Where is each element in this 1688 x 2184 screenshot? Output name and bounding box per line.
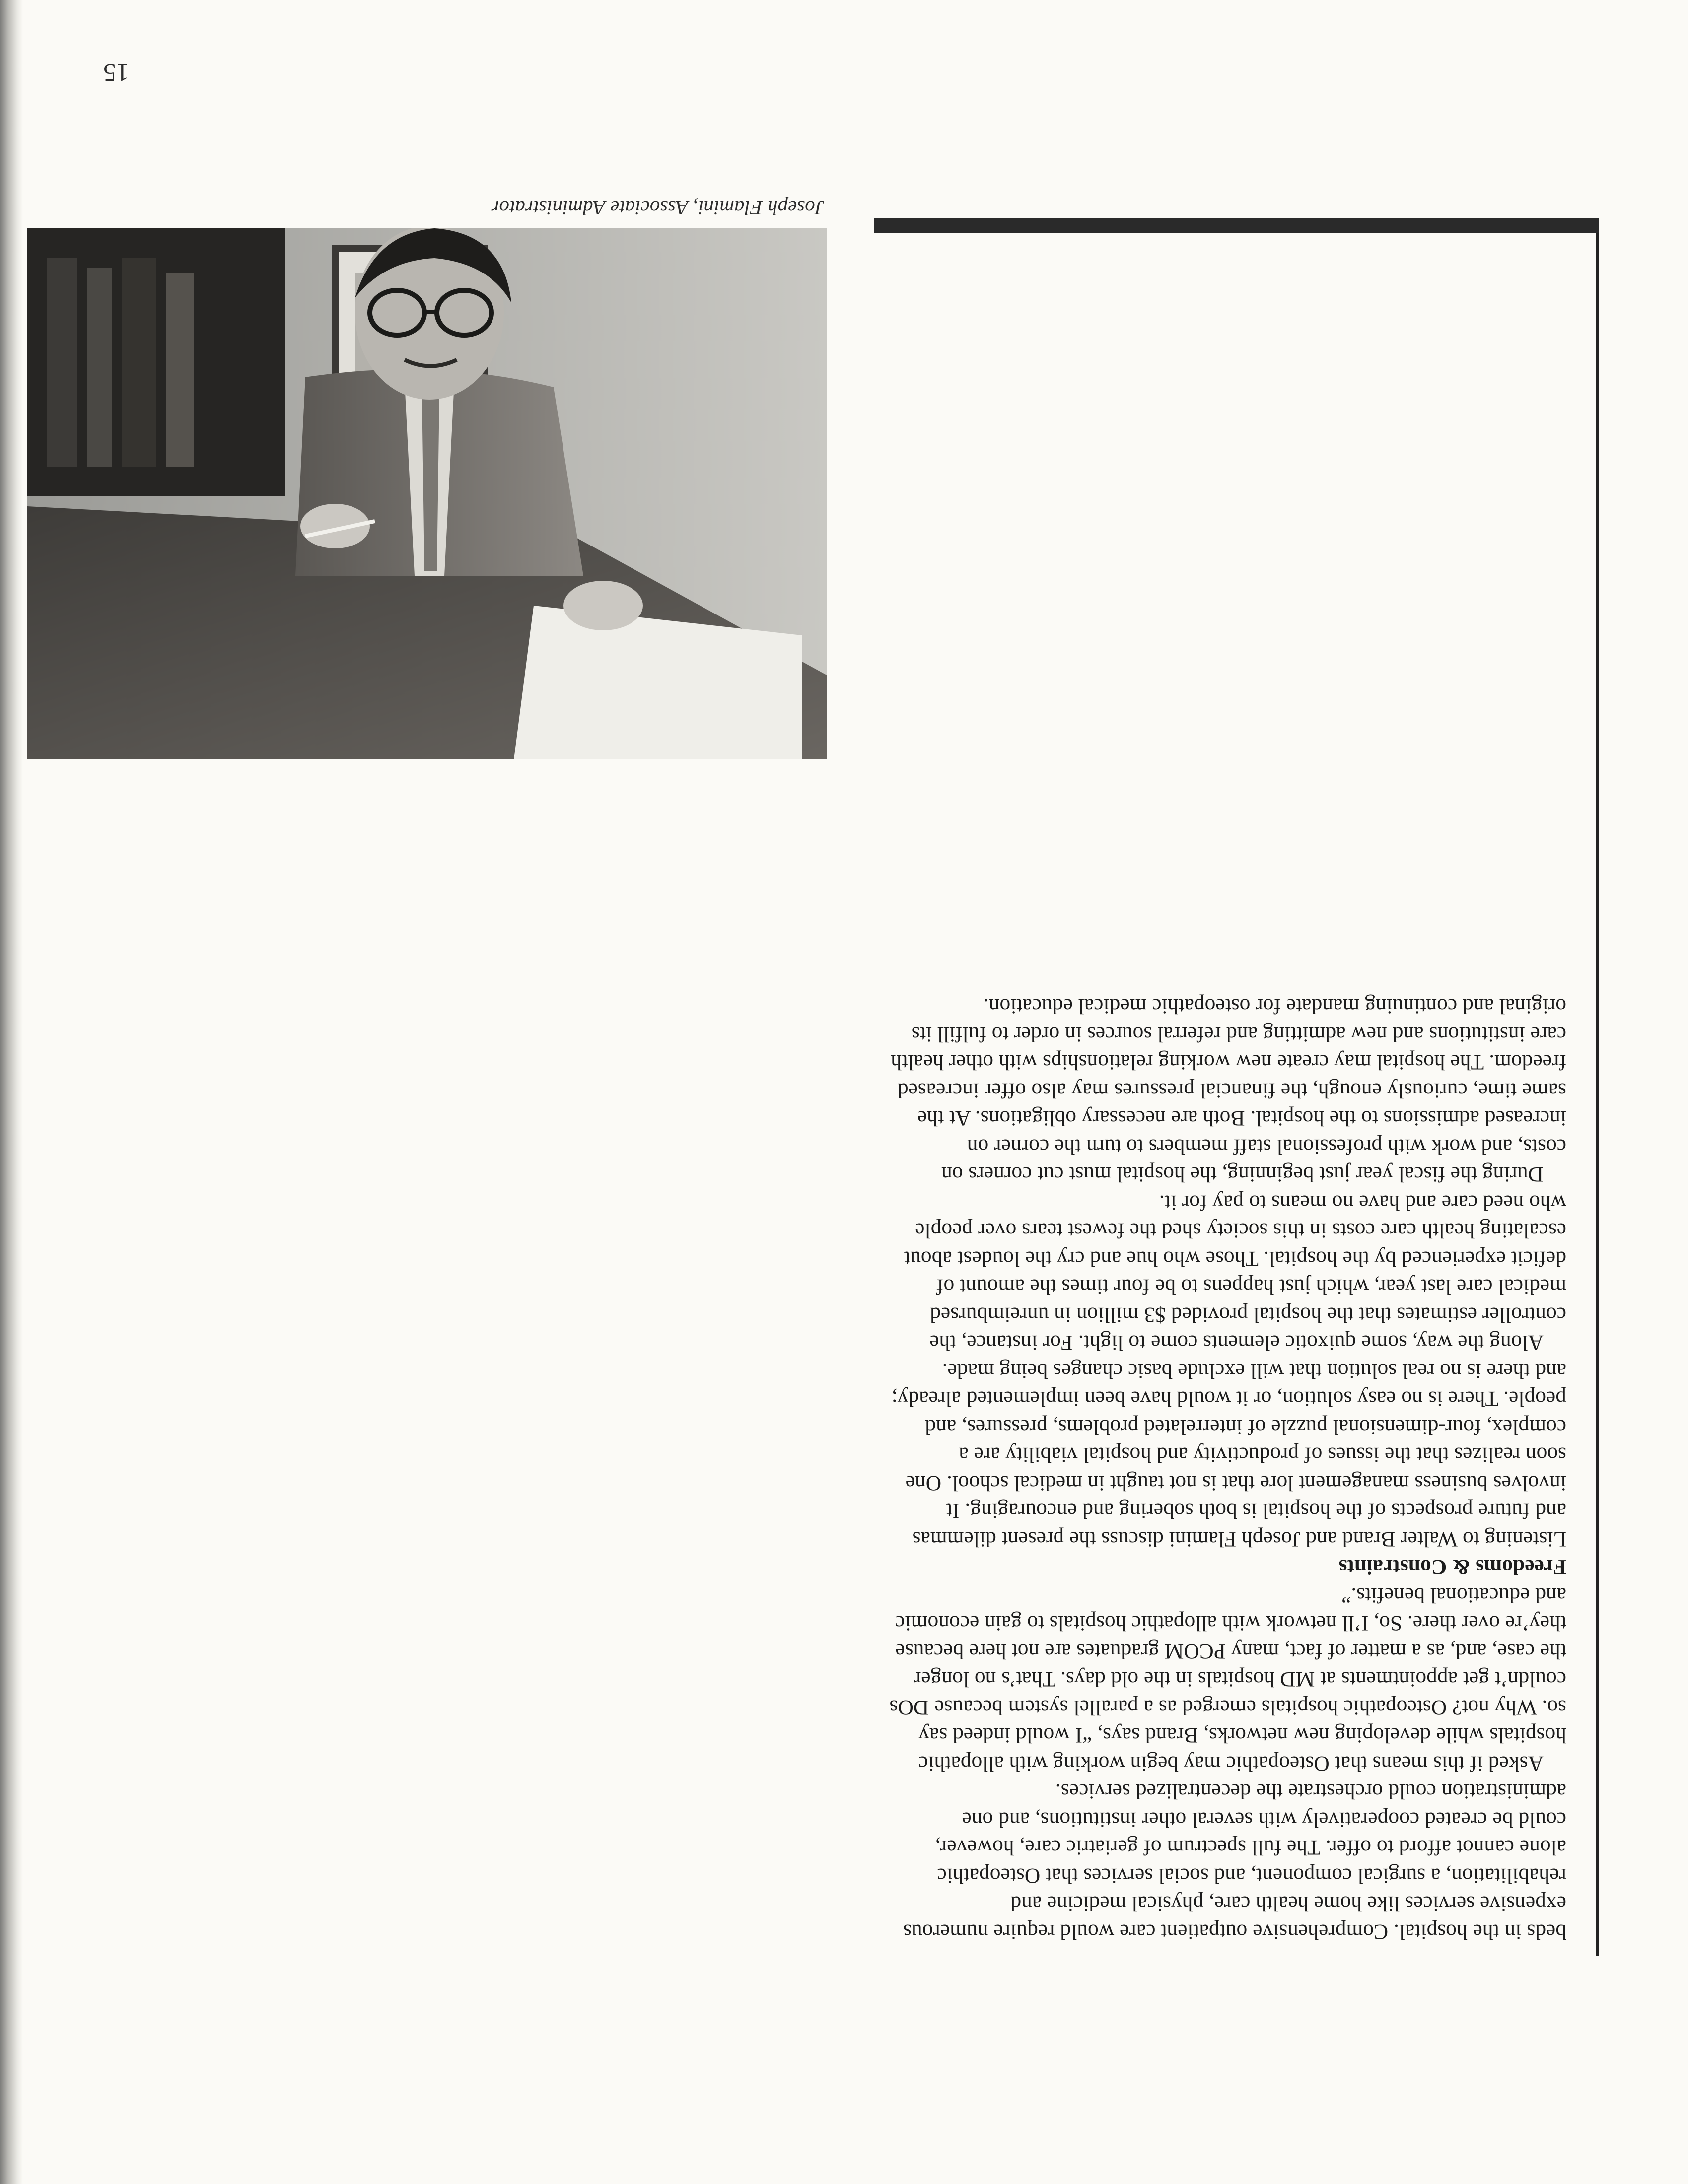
- article-paragraph: Asked if this means that Osteopathic may begin working with allopathic hospitals while developing new networks, Brand says, “I would indeed say so. Why not? Osteopathic hospitals emerged as a parallel system because DOs couldn’t get appointments at MD hospitals in the old days. That’s no longer the case, and, as a matter of fact, many PCOM graduates are not here because they’re over there. So, I’ll network with allopathic hospitals to gain economic and educational benefits.”: [889, 1583, 1566, 1775]
- article-column: [874, 233, 1599, 1956]
- article-body: [889, 992, 1566, 1946]
- article-paragraph: Listening to Walter Brand and Joseph Flamini discuss the present dilemmas and future prospects of the hospital is both sobering and encouraging. It involves business management lore that is not taught in medical school. One soon realizes that the issues of productivity and hospital viability are a complex, four-dimensional puzzle of interrelated problems, pressures, and people. There is no easy solution, or it would have been implemented already; and there is no real solution that will exclude basic changes being made.: [891, 1359, 1566, 1551]
- article-paragraph: Along the way, some quixotic elements come to light. For instance, the controller estimates that the hospital provided $3 million in unreimbursed medical care last year, which just happens to be four times the amount of deficit experienced by the hospital. Those who hue and cry the loudest about escalating health care costs in this society shed the fewest tears over people who need care and have no means to pay for it.: [904, 1191, 1566, 1355]
- portrait-photo: [27, 228, 827, 759]
- article-paragraph: beds in the hospital. Comprehensive outpatient care would require numerous expensive services like home health care, physical medicine and rehabilitation, a surgical component, and social services that Osteopathic alone cannot afford to offer. The full spectrum of geriatric care, however, could be created cooperatively with several other institutions, and one administration could orchestrate the decentralized services.: [903, 1779, 1566, 1944]
- page-number: 15: [103, 58, 129, 86]
- binding-shadow: [0, 0, 23, 2184]
- section-heading: Freedoms & Constraints: [1338, 1555, 1566, 1579]
- article-paragraph: During the fiscal year just beginning, the hospital must cut corners on costs, and work with professional staff members to turn the corner on increased admissions to the hospital. Both are necessary obligations. At the same time, curiously enough, the financial pressures may also offer increased freedom. The hospital may create new working relationships with other health care institutions and new admitting and referral sources in order to fulfill its original and continuing mandate for osteopathic medical education.: [891, 994, 1566, 1187]
- column-rule: [874, 218, 1599, 233]
- portrait-illustration: [27, 228, 827, 759]
- photo-caption: Joseph Flamini, Associate Administrator: [491, 197, 824, 219]
